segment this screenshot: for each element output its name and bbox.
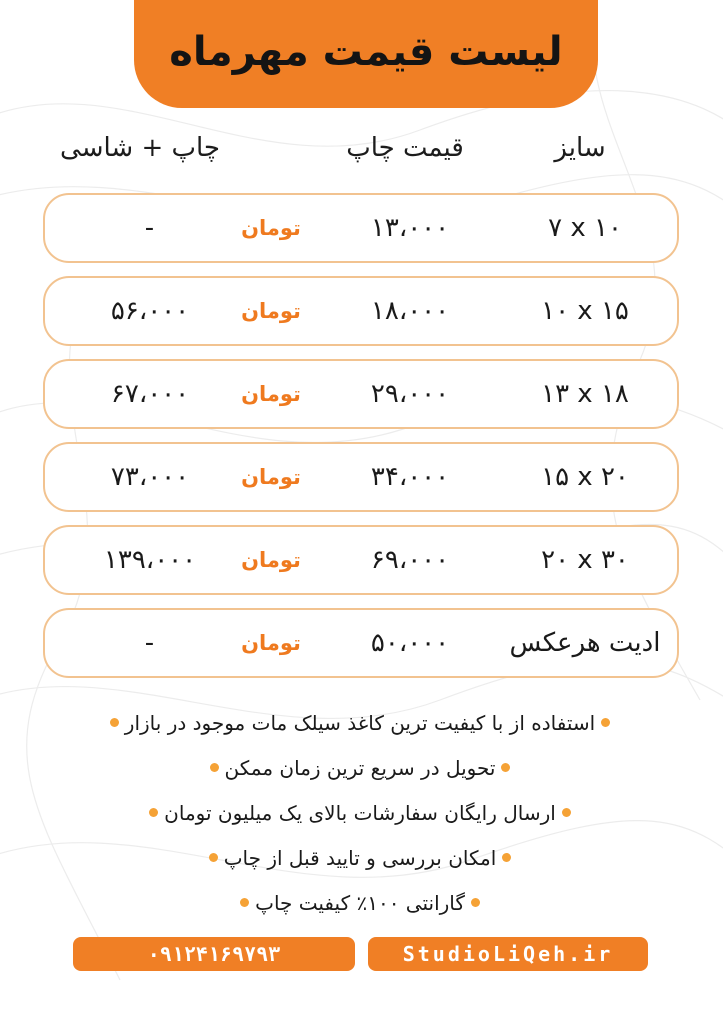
header-print-frame: چاپ + شاسی: [60, 133, 220, 163]
row-print-price: ۱۸،۰۰۰: [370, 296, 450, 326]
feature-list: [60, 700, 660, 925]
title-banner: [134, 0, 598, 108]
header-size: سایز: [554, 133, 606, 163]
header-print-price: قیمت چاپ: [346, 133, 464, 163]
row-frame-price: -: [144, 628, 156, 658]
price-row: [43, 442, 679, 512]
bullet-dot-icon: [502, 853, 511, 862]
row-currency-unit: تومان: [241, 216, 301, 240]
feature-text: امکان بررسی و تایید قبل از چاپ: [223, 845, 497, 870]
row-size: ۷ x ۱۰: [548, 213, 622, 243]
row-size: ۱۰ x ۱۵: [541, 296, 629, 326]
row-currency-unit: تومان: [241, 548, 301, 572]
row-size: ۲۰ x ۳۰: [541, 545, 629, 575]
list-item: [60, 745, 660, 790]
row-print-price: ۱۳،۰۰۰: [370, 213, 450, 243]
row-frame-price: ۱۳۹،۰۰۰: [103, 545, 197, 575]
row-currency-unit: تومان: [241, 631, 301, 655]
row-currency-unit: تومان: [241, 465, 301, 489]
row-print-price: ۶۹،۰۰۰: [370, 545, 450, 575]
row-size: ادیت هرعکس: [509, 628, 661, 658]
page-title: لیست قیمت مهرماه: [169, 29, 563, 75]
price-row: [43, 193, 679, 263]
row-currency-unit: تومان: [241, 299, 301, 323]
feature-text: ارسال رایگان سفارشات بالای یک میلیون تومان: [164, 800, 556, 825]
price-row: [43, 359, 679, 429]
bullet-dot-icon: [562, 808, 571, 817]
bullet-dot-icon: [209, 853, 218, 862]
bullet-dot-icon: [110, 718, 119, 727]
price-row: [43, 276, 679, 346]
bullet-dot-icon: [240, 898, 249, 907]
bullet-dot-icon: [471, 898, 480, 907]
bullet-dot-icon: [149, 808, 158, 817]
row-frame-price: ۷۳،۰۰۰: [110, 462, 190, 492]
bullet-dot-icon: [501, 763, 510, 772]
row-frame-price: -: [144, 213, 156, 243]
price-row: [43, 608, 679, 678]
row-frame-price: ۶۷،۰۰۰: [110, 379, 190, 409]
row-size: ۱۳ x ۱۸: [541, 379, 629, 409]
row-currency-unit: تومان: [241, 382, 301, 406]
list-item: [60, 835, 660, 880]
feature-text: گارانتی ۱۰۰٪ کیفیت چاپ: [255, 890, 465, 915]
bullet-dot-icon: [601, 718, 610, 727]
feature-text: استفاده از با کیفیت ترین کاغذ سیلک مات موجود در بازار: [124, 710, 596, 735]
row-size: ۱۵ x ۲۰: [541, 462, 629, 492]
row-print-price: ۳۴،۰۰۰: [370, 462, 450, 492]
price-row: [43, 525, 679, 595]
phone-number-badge: ۰۹۱۲۴۱۶۹۷۹۳: [73, 937, 355, 971]
list-item: [60, 790, 660, 835]
row-print-price: ۵۰،۰۰۰: [370, 628, 450, 658]
row-frame-price: ۵۶،۰۰۰: [110, 296, 190, 326]
bullet-dot-icon: [210, 763, 219, 772]
list-item: [60, 880, 660, 925]
row-print-price: ۲۹،۰۰۰: [370, 379, 450, 409]
website-badge: StudioLiQeh.ir: [368, 937, 648, 971]
list-item: [60, 700, 660, 745]
feature-text: تحویل در سریع ترین زمان ممکن: [224, 755, 496, 780]
